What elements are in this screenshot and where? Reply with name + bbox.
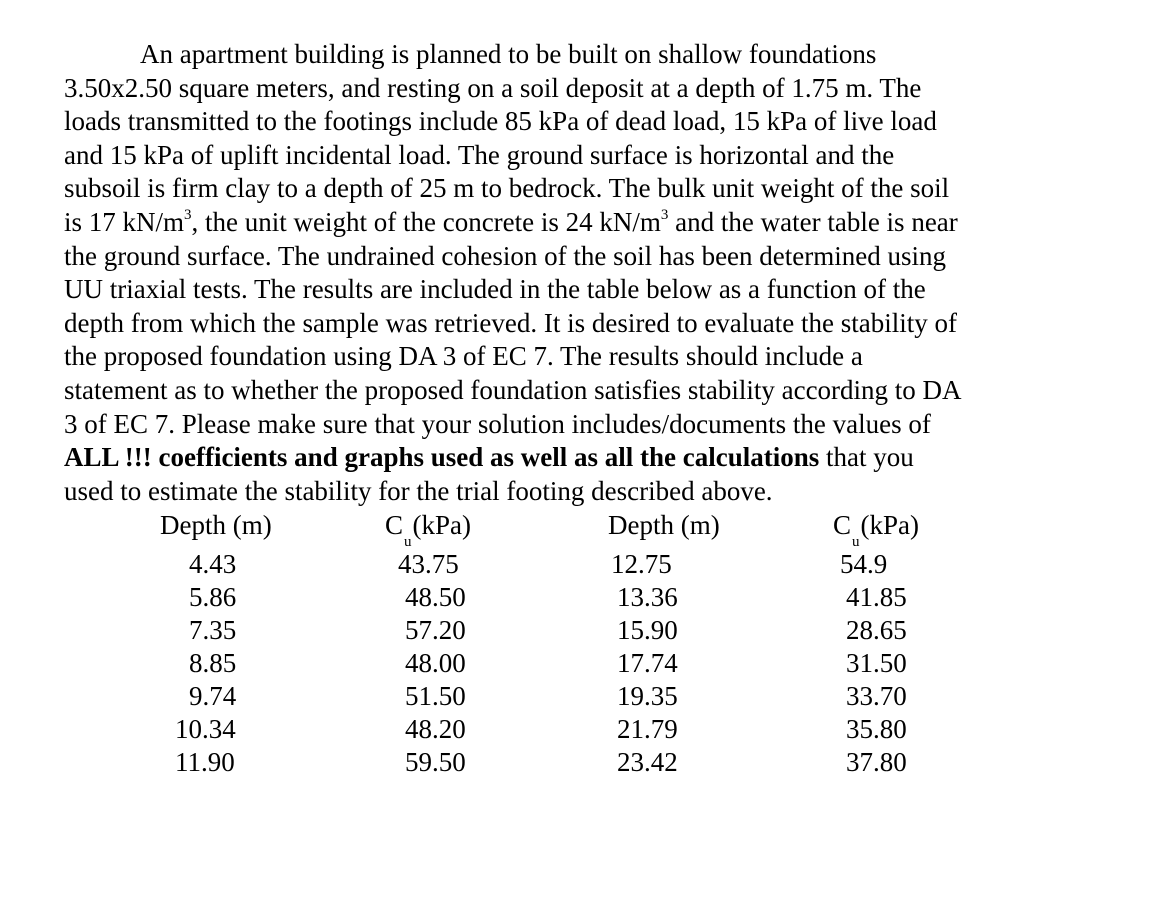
table-cell-depth: 13.36 [617, 582, 678, 612]
text-segment: and the water table is near [668, 206, 958, 237]
text-segment: , the unit weight of the concrete is 24 kN/m [191, 206, 661, 237]
problem-line: used to estimate the stability for the trial footing described above. [64, 475, 773, 506]
problem-line: statement as to whether the proposed foundation satisfies stability according to DA [64, 374, 962, 405]
text-segment: that you [819, 442, 914, 473]
cu-subscript: u [852, 534, 860, 550]
table-cell-depth: 7.35 [189, 615, 237, 645]
table-cell-depth: 11.90 [175, 747, 235, 777]
cu-unit: (kPa) [412, 510, 471, 540]
table-cell-cu: 48.50 [405, 582, 466, 612]
table-cell-depth: 15.90 [617, 615, 678, 645]
header-cu-left [385, 509, 471, 550]
table-cell-depth: 23.42 [617, 747, 678, 777]
problem-line: UU triaxial tests. The results are included in the table below as a function of the [64, 274, 926, 305]
table-cell-cu: 33.70 [846, 681, 907, 711]
table-cell-depth: 19.35 [617, 681, 678, 711]
superscript: 3 [660, 206, 669, 223]
table-cell-cu: 51.50 [405, 681, 466, 711]
table-cell-cu: 48.00 [405, 648, 466, 678]
table-cell-cu: 37.80 [846, 747, 907, 777]
problem-line: 3 of EC 7. Please make sure that your solution includes/documents the values of [64, 408, 931, 439]
table-cell-cu: 41.85 [846, 582, 907, 612]
header-depth-right: Depth (m) [608, 510, 720, 540]
table-cell-depth: 5.86 [189, 582, 237, 612]
header-depth-left: Depth (m) [160, 510, 272, 540]
table-cell-depth: 10.34 [175, 714, 236, 744]
table-cell-cu: 54.9 [840, 549, 888, 579]
problem-line: the proposed foundation using DA 3 of EC 7. The results should include a [64, 341, 863, 372]
problem-line: An apartment building is planned to be built on shallow foundations [140, 39, 877, 69]
table-cell-cu: 35.80 [846, 714, 907, 744]
cu-symbol: C [833, 510, 852, 540]
text-segment: is 17 kN/m [64, 206, 185, 237]
problem-line: loads transmitted to the footings include 85 kPa of dead load, 15 kPa of live load [64, 106, 937, 137]
cu-unit: (kPa) [860, 510, 919, 540]
problem-line: and 15 kPa of uplift incidental load. The ground surface is horizontal and the [64, 139, 895, 170]
table-cell-cu: 28.65 [846, 615, 907, 645]
cu-subscript: u [404, 534, 412, 550]
superscript: 3 [184, 206, 192, 223]
table-cell-cu: 43.75 [398, 549, 459, 579]
problem-line: depth from which the sample was retrieved. It is desired to evaluate the stability of [64, 307, 957, 338]
problem-line: 3.50x2.50 square meters, and resting on a soil deposit at a depth of 1.75 m. The [64, 72, 922, 103]
bold-text: ALL !!! coefficients and graphs used as well as all the calculations [64, 442, 820, 473]
table-cell-depth: 17.74 [617, 648, 678, 678]
table-cell-cu: 48.20 [405, 714, 466, 744]
table-cell-depth: 4.43 [189, 549, 237, 579]
problem-line: the ground surface. The undrained cohesion of the soil has been determined using [64, 240, 946, 271]
table-cell-depth: 8.85 [189, 648, 237, 678]
cu-symbol: C [385, 510, 404, 540]
problem-line: subsoil is firm clay to a depth of 25 m to bedrock. The bulk unit weight of the soil [64, 173, 950, 204]
header-cu-right [833, 509, 919, 550]
table-cell-cu: 57.20 [405, 615, 466, 645]
table-cell-cu: 31.50 [846, 648, 907, 678]
table-cell-cu: 59.50 [405, 747, 466, 777]
table-cell-depth: 21.79 [617, 714, 678, 744]
table-cell-depth: 9.74 [189, 681, 237, 711]
table-cell-depth: 12.75 [611, 549, 672, 579]
